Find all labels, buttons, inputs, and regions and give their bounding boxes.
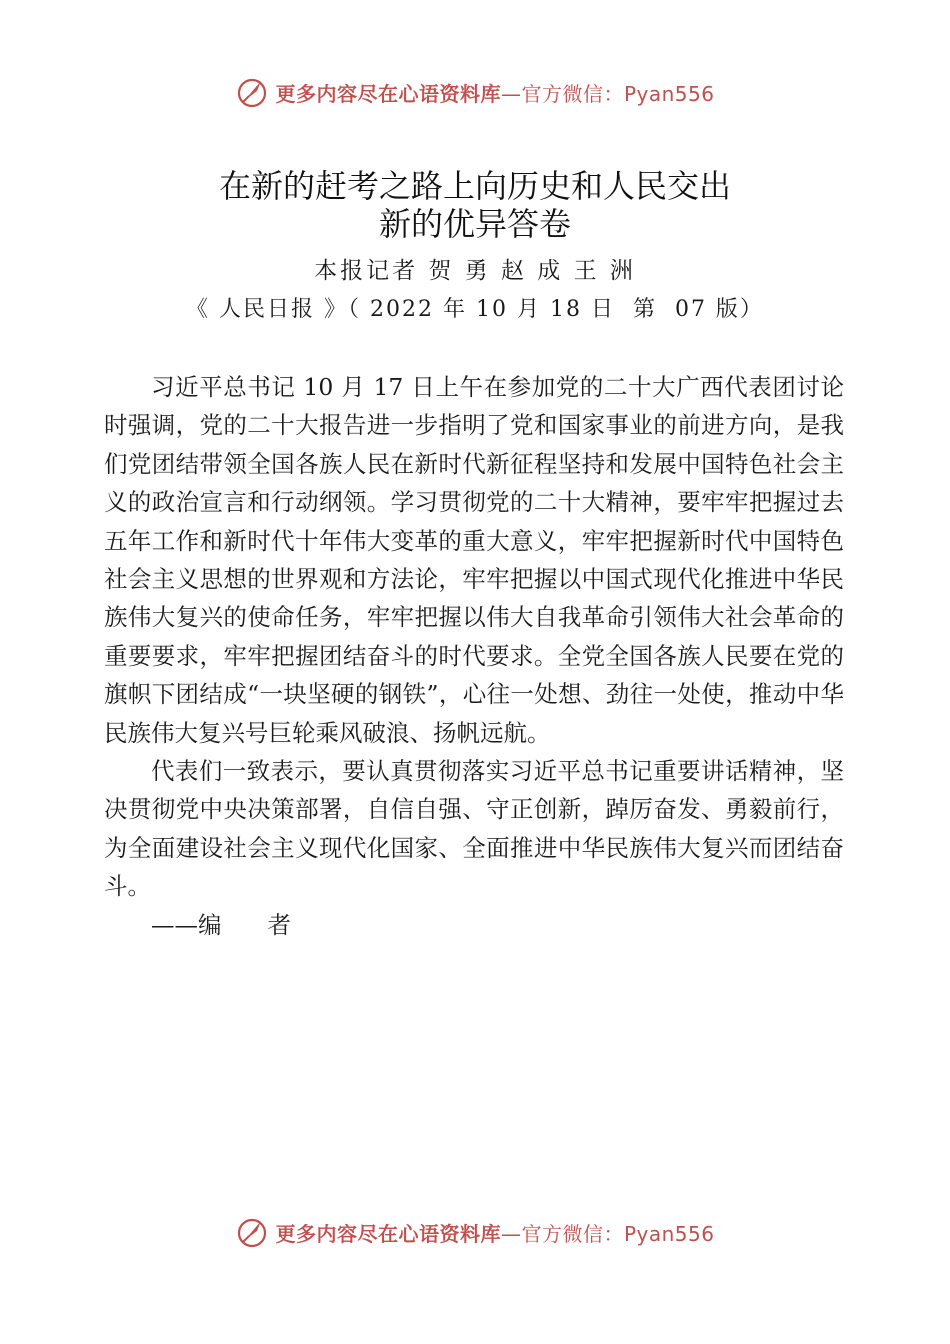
watermark-top	[0, 70, 950, 114]
article-body	[104, 368, 844, 944]
watermark-separator: —	[500, 1221, 522, 1246]
article-byline: 本报记者 贺 勇 赵 成 王 洲	[314, 258, 636, 284]
watermark-main: 更多内容尽在心语资料库	[275, 1221, 501, 1246]
watermark-text	[275, 78, 714, 107]
article-source: 《 人民日报 》（ 2022 年 10 月 18 日 第 07 版）	[186, 297, 764, 322]
paragraph-1: 习近平总书记 10 月 17 日上午在参加党的二十大广西代表团讨论时强调，党的二十大报告进一步指明了党和国家事业的前进方向，是我们党团结带领全国各族人民在新时代新征程坚持和发展中国特色社会主义的政治宣言和行动纲领。学习贯彻党的二十大精神，要牢牢把握过去五年工作和新时代十年伟大变革的重大意义，牢牢把握新时代中国特色社会主义思想的世界观和方法论，牢牢把握以中国式现代化推进中华民族伟大复兴的使命任务，牢牢把握以伟大自我革命引领伟大社会革命的重要要求，牢牢把握团结奋斗的时代要求。全党全国各族人民要在党的旗帜下团结成“一块坚硬的钢铁”，心往一处想、劲往一处使，推动中华民族伟大复兴号巨轮乘风破浪、扬帆远航。	[104, 373, 844, 747]
watermark-wechat: 官方微信：Pyan556	[521, 81, 715, 106]
article-title-line-1: 在新的赶考之路上向历史和人民交出	[218, 167, 731, 205]
watermark-separator: —	[500, 81, 522, 106]
editor-signature	[104, 906, 844, 944]
signature-suffix: 者	[267, 910, 291, 939]
watermark-text	[275, 1218, 714, 1247]
watermark-wechat: 官方微信：Pyan556	[521, 1221, 715, 1246]
article-title-line-2: 新的优异答卷	[378, 205, 571, 243]
paragraph-2: 代表们一致表示，要认真贯彻落实习近平总书记重要讲话精神，坚决贯彻党中央决策部署，自信自强、守正创新，踔厉奋发、勇毅前行，为全面建设社会主义现代化国家、全面推进中华民族伟大复兴而团结奋斗。	[104, 757, 844, 901]
quill-pen-logo-icon	[235, 75, 269, 109]
quill-pen-logo-icon	[235, 1215, 269, 1249]
watermark-bottom	[0, 1210, 950, 1254]
signature-prefix: ——编	[151, 910, 222, 939]
watermark-main: 更多内容尽在心语资料库	[275, 81, 501, 106]
